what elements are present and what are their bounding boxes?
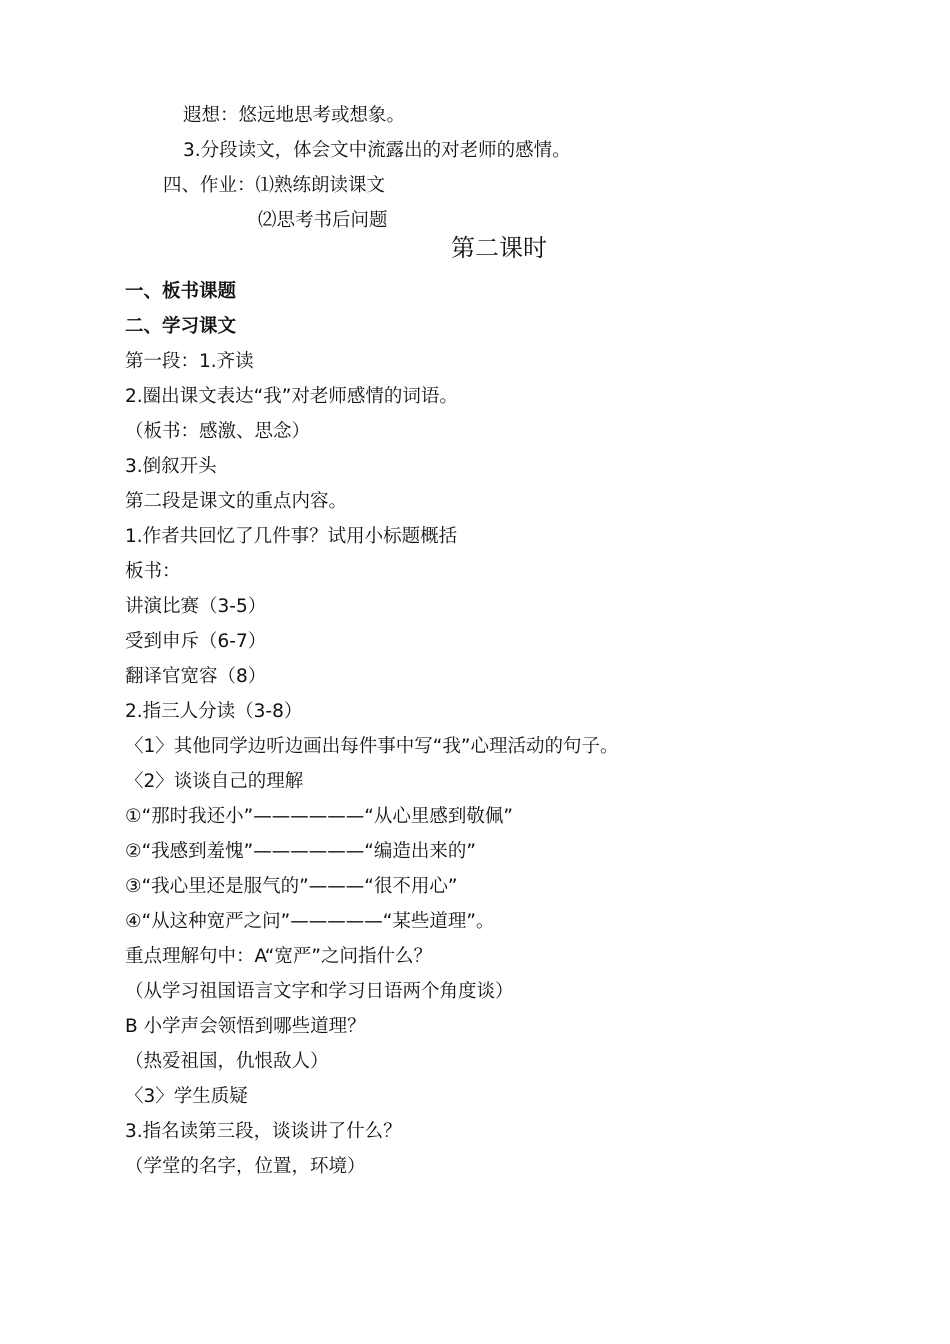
section-heading: 二、学习课文 — [125, 316, 237, 337]
body-line: ③“我心里还是服气的”———“很不用心” — [125, 876, 458, 897]
body-line: 2.指三人分读（3-8） — [125, 701, 303, 722]
body-line: 3.指名读第三段，谈谈讲了什么？ — [125, 1121, 402, 1142]
body-line: 〈3〉学生质疑 — [125, 1086, 248, 1107]
body-line: 1.作者共回忆了几件事？试用小标题概括 — [125, 526, 458, 547]
lesson-title: 第二课时 — [451, 234, 547, 262]
body-line: ④“从这种宽严之问”—————“某些道理”。 — [125, 911, 495, 932]
body-line: 〈1〉其他同学边听边画出每件事中写“我”心理活动的句子。 — [125, 736, 619, 757]
body-line: 2.圈出课文表达“我”对老师感情的词语。 — [125, 386, 458, 407]
section-heading: 一、板书课题 — [125, 281, 237, 302]
body-line: （热爱祖国，仇恨敌人） — [125, 1051, 329, 1072]
body-line: B 小学声会领悟到哪些道理？ — [125, 1016, 366, 1037]
body-line: 翻译官宽容（8） — [125, 666, 267, 687]
body-line: ①“那时我还小”——————“从心里感到敬佩” — [125, 806, 513, 827]
homework-subline: ⑵思考书后问题 — [258, 210, 388, 231]
body-line: （从学习祖国语言文字和学习日语两个角度谈） — [125, 981, 514, 1002]
body-line: 3.倒叙开头 — [125, 456, 217, 477]
body-line: 板书： — [125, 561, 181, 582]
body-line: 第二段是课文的重点内容。 — [125, 491, 348, 512]
body-line: （学堂的名字，位置，环境） — [125, 1156, 366, 1177]
definition-line: 遐想：悠远地思考或想象。 — [183, 105, 406, 126]
body-line: 〈2〉谈谈自己的理解 — [125, 771, 304, 792]
body-line: 受到申斥（6-7） — [125, 631, 267, 652]
homework-line: 四、作业：⑴熟练朗读课文 — [163, 175, 386, 196]
body-line: 重点理解句中：A“宽严”之问指什么？ — [125, 946, 432, 967]
body-line: ②“我感到羞愧”——————“编造出来的” — [125, 841, 476, 862]
body-line: （板书：感激、思念） — [125, 421, 311, 442]
reading-step-line: 3.分段读文，体会文中流露出的对老师的感情。 — [183, 140, 571, 161]
body-line: 讲演比赛（3-5） — [125, 596, 267, 617]
body-line: 第一段：1.齐读 — [125, 351, 254, 372]
